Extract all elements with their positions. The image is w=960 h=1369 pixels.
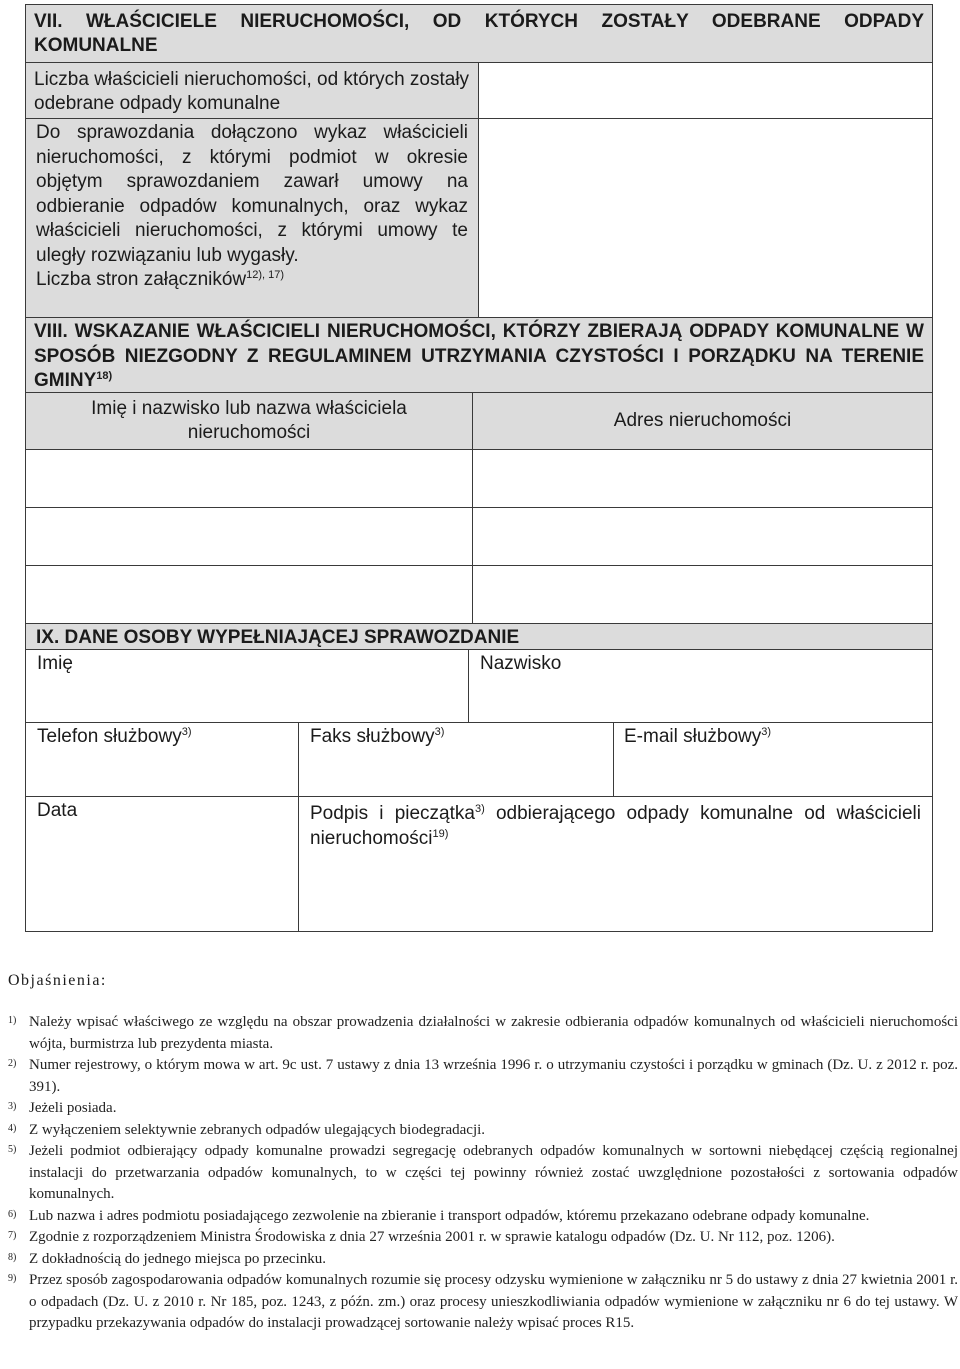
section8-row1-owner-field[interactable] <box>25 449 473 508</box>
section8-header: VIII. WSKAZANIE WŁAŚCICIELI NIERUCHOMOŚCI, KTÓRZY ZBIERAJĄ ODPADY KOMUNALNE W SPOSÓB NIEZGODNY Z REGULAMINEM UTRZYMANIA CZYSTOŚCI I PORZĄDKU NA TERENIE GMINY$^{18)}$ <box>25 317 933 393</box>
section9-last-name-field[interactable] <box>468 649 933 723</box>
section9-title: IX. DANE OSOBY WYPEŁNIAJĄCEJ SPRAWOZDANIE <box>36 627 520 648</box>
section8-row2-owner-field[interactable] <box>25 507 473 566</box>
notes-list <box>8 1012 958 1335</box>
note-item: 8) Z dokładnością do jednego miejsca po przecinku. <box>8 1250 326 1267</box>
section7-attachment-field[interactable] <box>478 118 933 318</box>
section9-date-field[interactable] <box>25 796 299 932</box>
section9-signature-field[interactable] <box>298 796 933 932</box>
section7-owners-count-field[interactable] <box>478 62 933 119</box>
section9-first-name-field[interactable] <box>25 649 469 723</box>
note-item: 3) Jeżeli posiada. <box>8 1100 117 1116</box>
section8-title: VIII. WSKAZANIE WŁAŚCICIELI NIERUCHOMOŚCI, KTÓRZY ZBIERAJĄ ODPADY KOMUNALNE W SPOSÓB NIEZGODNY Z REGULAMINEM UTRZYMANIA CZYSTOŚCI I PORZĄDKU NA TERENIE GMINY <box>34 321 924 391</box>
note-item: 6) Lub nazwa i adres podmiotu posiadającego zezwolenie na zbieranie i transport odpadów, któremu przekazano odebrane odpady komunalne. <box>8 1207 870 1224</box>
note-item: 4) Z wyłączeniem selektywnie zebranych odpadów ulegających biodegradacji. <box>8 1121 486 1138</box>
section8-col-owner-header: Imię i nazwisko lub nazwa właściciela nieruchomości <box>25 392 473 450</box>
section9-header <box>25 623 933 650</box>
note-item: 7) Zgodnie z rozporządzeniem Ministra Środowiska z dnia 27 września 2001 r. w sprawie katalogu odpadów (Dz. U. Nr 112, poz. 1206). <box>8 1229 835 1245</box>
section9-fax-field[interactable]: Faks służbowy$^{3)}$ <box>298 722 614 797</box>
section8-col-address-header: Adres nieruchomości <box>472 392 933 450</box>
section7-attachment-text: Do sprawozdania dołączono wykaz właścicieli nieruchomości, z którymi podmiot w okresie objętym sprawozdaniem zawarł umowy na odbieranie odpadów komunalnych, oraz wykaz właścicieli nieruchomości, z którymi umowy te uległy rozwiązaniu lub wygasły. <box>36 122 468 266</box>
section7-title: VII. WŁAŚCICIELE NIERUCHOMOŚCI, OD KTÓRYCH ZOSTAŁY ODEBRANE ODPADY KOMUNALNE <box>34 11 924 56</box>
note-item: 1) Należy wpisać właściwego ze względu na obszar prowadzenia działalności w zakresie odbierania odpadów komunalnych od właścicieli nieruchomości wójta, burmistrza lub prezydenta miasta. <box>8 1014 958 1052</box>
section7-pages-label: Liczba stron załączników$^{12), 17)}$ <box>36 269 285 290</box>
section9-phone-label: Telefon służbowy <box>37 726 182 747</box>
section9-last-name-label: Nazwisko <box>480 653 562 674</box>
note-item: 2) Numer rejestrowy, o którym mowa w art. 9c ust. 7 ustawy z dnia 13 września 1996 r. o utrzymaniu czystości i porządku w gminach (Dz. U. z 2012 r. poz. 391). <box>8 1057 958 1095</box>
section9-date-label: Data <box>37 800 78 821</box>
section8-row1-address-field[interactable] <box>472 449 933 508</box>
section7-owners-count-label: Liczba właścicieli nieruchomości, od których zostały odebrane odpady komunalne <box>25 62 479 119</box>
note-item: 5) Jeżeli podmiot odbierający odpady komunalne prowadzi segregację odebranych odpadów komunalnych w sortowni niebędącej częścią regionalnej instalacji do przetwarzania odpadów komunalnych, to w części tej powinny również zostać uwzględnione pozostałości z sortowania odpadów komunalnych. <box>8 1143 958 1202</box>
section9-first-name-label: Imię <box>37 653 73 674</box>
section9-phone-field[interactable]: Telefon służbowy$^{3)}$ <box>25 722 299 797</box>
section8-row2-address-field[interactable] <box>472 507 933 566</box>
section8-row3-owner-field[interactable] <box>25 565 473 624</box>
note-item: 9) Przez sposób zagospodarowania odpadów komunalnych rozumie się procesy odzysku wymienione w załączniku nr 5 do ustawy z dnia 27 kwietnia 2001 r. o odpadach (Dz. U. z 2010 r. Nr 185, poz. 1243, z późn. zm.) oraz procesy unieszkodliwiania odpadów wymienione w załączniku nr 6 do tej ustawy. W przypadku przekazywania odpadów do instalacji prowadzącej sortowanie należy wpisać proces R15. <box>8 1272 958 1331</box>
section7-attachment-label <box>25 118 479 318</box>
section9-fax-label: Faks służbowy <box>310 726 435 747</box>
section9-email-field[interactable]: E-mail służbowy$^{3)}$ <box>613 722 933 797</box>
section9-signature-label: Podpis i pieczątka$^{3)}$ odbierającego odpady komunalne od właścicieli nieruchomości$^{19)}$ <box>310 803 921 849</box>
section8-row3-address-field[interactable] <box>472 565 933 624</box>
notes-title: Objaśnienia: <box>8 972 107 989</box>
section7-header <box>25 4 933 63</box>
section9-email-label: E-mail służbowy <box>624 726 762 747</box>
